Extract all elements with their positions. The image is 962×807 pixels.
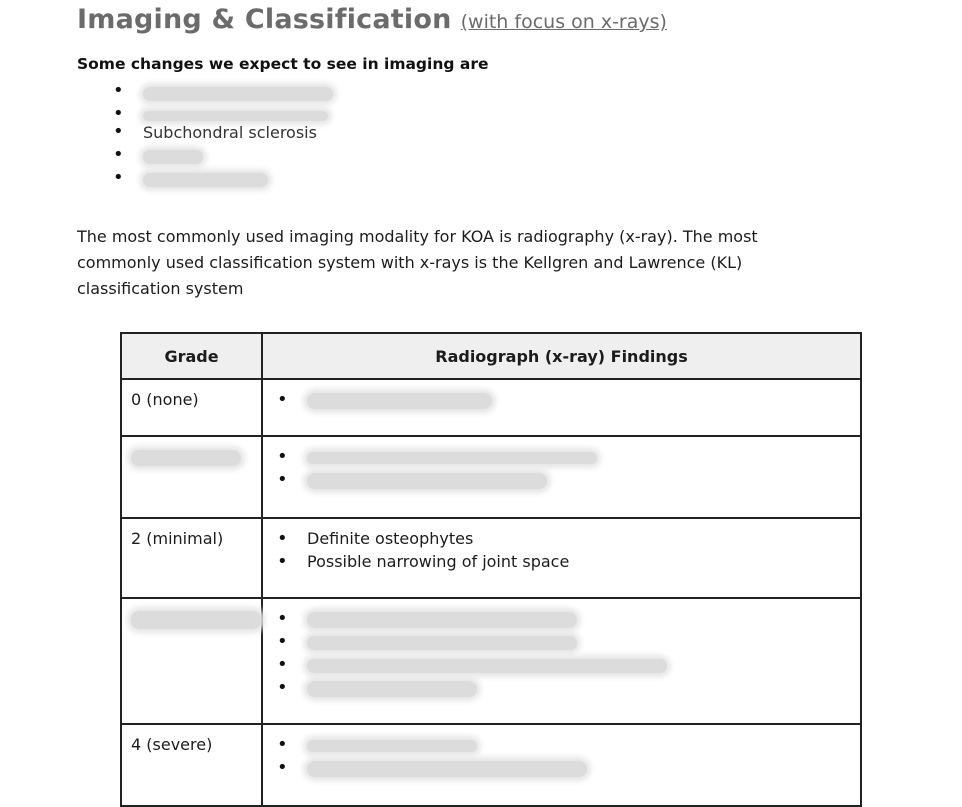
intro-heading: Some changes we expect to see in imaging are (77, 55, 489, 73)
finding-item (307, 388, 860, 411)
finding-item (307, 445, 860, 468)
finding-item: • Possible narrowing of joint space (307, 550, 860, 573)
redaction-blur (307, 452, 597, 464)
findings-cell (262, 724, 861, 806)
table-row (121, 598, 861, 724)
imaging-changes-list (113, 82, 333, 192)
finding-item: • Definite osteophytes (307, 527, 860, 550)
findings-cell (262, 436, 861, 518)
list-item (113, 82, 333, 105)
grade-column-header: Grade (121, 333, 262, 379)
title-text: Imaging & Classification (77, 4, 452, 35)
table-row (121, 436, 861, 518)
finding-item (307, 756, 860, 779)
redaction-blur (143, 173, 268, 187)
redaction-blur (307, 740, 477, 752)
findings-cell (262, 598, 861, 724)
findings-cell (262, 518, 861, 598)
grade-cell: 4 (severe) (121, 724, 262, 806)
list-item-text: Subchondral sclerosis (143, 123, 317, 142)
redaction-blur (131, 450, 241, 466)
list-item (113, 123, 333, 146)
body-paragraph: The most commonly used imaging modality for KOA is radiography (x-ray). The most commonly used classification system with x-rays is the Kellgren and Lawrence (KL) classification system (77, 227, 758, 298)
table-row (121, 518, 861, 598)
finding-item (307, 733, 860, 756)
list-item (113, 169, 333, 192)
redaction-blur (307, 761, 587, 777)
finding-item (307, 468, 860, 491)
redaction-blur (307, 612, 577, 628)
kl-classification-table (120, 332, 862, 807)
redaction-blur (143, 150, 203, 164)
page-title (77, 4, 667, 35)
redaction-blur (307, 659, 667, 673)
redaction-blur (131, 611, 261, 629)
grade-cell: 2 (minimal) (121, 518, 262, 598)
subtitle-link[interactable]: (with focus on x-rays) (460, 11, 667, 33)
finding-item (307, 630, 860, 653)
list-item (113, 105, 333, 123)
table-header-row (121, 333, 861, 379)
redaction-blur (307, 393, 492, 409)
redaction-blur (143, 87, 333, 101)
finding-item (307, 653, 860, 676)
grade-cell (121, 436, 262, 518)
table-row (121, 379, 861, 436)
redaction-blur (307, 681, 477, 697)
redaction-blur (143, 111, 328, 121)
table-row (121, 724, 861, 806)
findings-column-header: Radiograph (x-ray) Findings (262, 333, 861, 379)
finding-item (307, 607, 860, 630)
findings-cell (262, 379, 861, 436)
grade-cell: 0 (none) (121, 379, 262, 436)
grade-cell (121, 598, 262, 724)
list-item (113, 146, 333, 169)
redaction-blur (307, 636, 577, 650)
finding-item (307, 676, 860, 699)
redaction-blur (307, 473, 547, 489)
